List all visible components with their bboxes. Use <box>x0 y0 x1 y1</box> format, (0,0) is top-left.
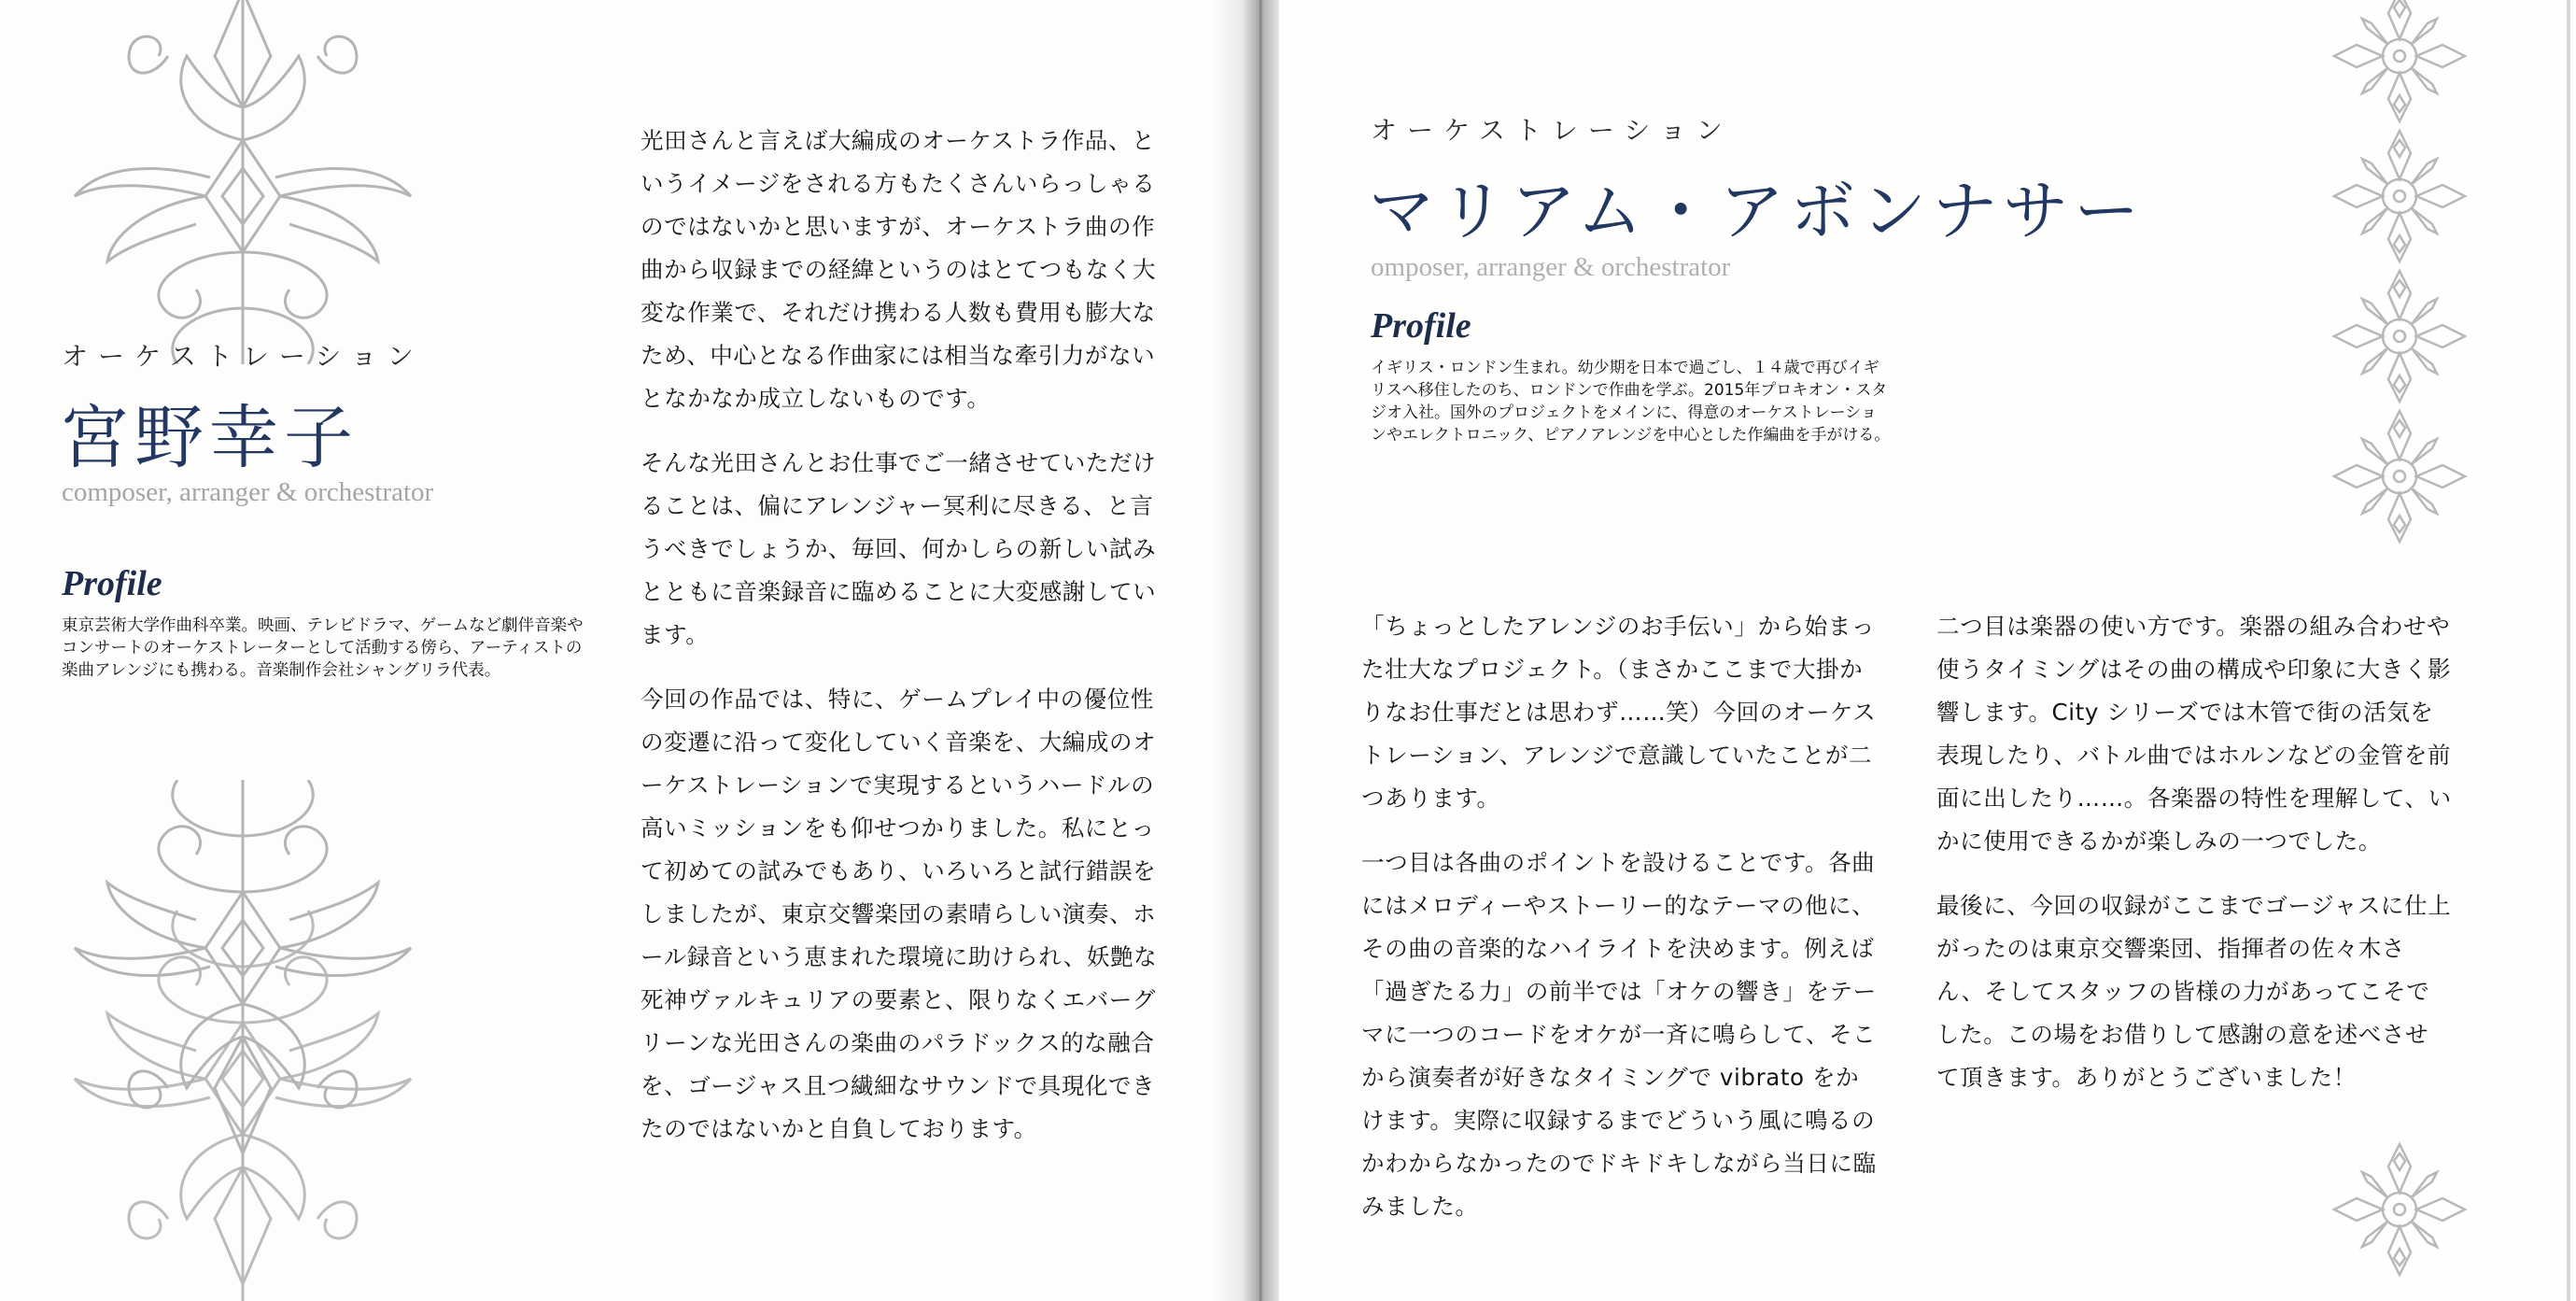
role-label: オーケストレーション <box>62 341 424 372</box>
ornament-bottom-right <box>2320 1135 2479 1301</box>
essay-paragraph: 今回の作品では、特に、ゲームプレイ中の優位性の変遷に沿って変化していく音楽を、大編成のオーケストレーションで実現するというハードルの高いミッションをも仰せつかりました。私にとって初めての試みでもあり、いろいろと試行錯誤をしましたが、東京交響楽団の素晴らしい演奏、ホール録音という恵まれた環境に助けられ、妖艶な死神ヴァルキュリアの要素と、限りなくエバーグリーンな光田さんの楽曲のパラドックス的な融合を、ゴージャス且つ繊細なサウンドで具現化できたのではないかと自負しております。 <box>640 686 1158 1142</box>
essay-body <box>640 120 1171 1172</box>
person-subtitle: composer, arranger & orchestrator <box>62 477 434 507</box>
profile-text: 東京芸術大学作曲科卒業。映画、テレビドラマ、ゲームなど劇伴音楽やコンサートのオーケストレーターとして活動する傍ら、アーティストの楽曲アレンジにも携わる。音楽制作会社シャングリラ代表。 <box>62 616 584 680</box>
profile-text: イギリス・ロンドン生まれ。幼少期を日本で過ごし、１４歳で再びイギリスへ移住したのち、ロンドンで作曲を学ぶ。2015年プロキオン・スタジオ入社。国外のプロジェクトをメインに、得意のオーケストレーションやエレクトロニック、ピアノアレンジを中心とした作編曲を手がける。 <box>1371 359 1891 445</box>
person-name: マリアム・アボンナサー <box>1369 173 2146 249</box>
left-page <box>0 0 1242 1301</box>
essay-paragraph: 一つ目は各曲のポイントを設けることです。各曲にはメロディーやストーリー的なテーマの他に、その曲の音楽的なハイライトを決めます。例えば「過ぎたる力」の前半では「オケの響き」をテーマに一つのコードをオケが一斉に鳴らして、そこから演奏者が好きなタイミングで vibrato をかけます。実際に収録するまでどういう風に鳴るのかわからなかったのでドキドキしながら当日に臨みました。 <box>1361 849 1877 1220</box>
page-edge-line <box>2567 0 2570 1301</box>
role-label: オーケストレーション <box>1371 115 1733 146</box>
essay-paragraph: そんな光田さんとお仕事でご一緒させていただけることは、偏にアレンジャー冥利に尽きる、と言うべきでしょうか、毎回、何かしらの新しい試みとともに音楽録音に臨めることに大変感謝しています。 <box>640 449 1157 648</box>
right-page <box>1279 0 2576 1301</box>
ornament-column-right <box>2320 0 2479 551</box>
ornament-bottom-left <box>56 780 429 1301</box>
essay-paragraph: 光田さんと言えば大編成のオーケストラ作品、というイメージをされる方もたくさんいらっしゃるのではないかと思いますが、オーケストラ曲の作曲から収録までの経緯というのはとてつもなく大変な作業で、それだけ携わる人数も費用も膨大なため、中心となる作曲家には相当な牽引力がないとなかなか成立しないものです。 <box>640 127 1157 412</box>
person-name: 宮野幸子 <box>60 398 359 478</box>
essay-paragraph: 二つ目は楽器の使い方です。楽器の組み合わせや使うタイミングはその曲の構成や印象に大きく影響します。City シリーズでは木管で街の活気を表現したり、バトル曲ではホルンなどの金管を前面に出したり……。各楽器の特性を理解して、いかに使用できるかが楽しみの一つでした。 <box>1936 613 2452 855</box>
ornament-top-left <box>56 0 429 364</box>
essay-column-2 <box>1936 605 2452 1121</box>
essay-column-1 <box>1361 605 1877 1250</box>
essay-paragraph: 最後に、今回の収録がここまでゴージャスに仕上がったのは東京交響楽団、指揮者の佐々木さん、そしてスタッフの皆様の力があってこそでした。この場をお借りして感謝の意を述べさせて頂きます。ありがとうございました！ <box>1936 892 2452 1091</box>
profile-heading: Profile <box>1371 306 1471 346</box>
essay-paragraph: 「ちょっとしたアレンジのお手伝い」から始まった壮大なプロジェクト。（まさかここまで大掛かりなお仕事だとは思わず……笑）今回のオーケストレーション、アレンジで意識していたことが二つあります。 <box>1361 613 1877 812</box>
profile-heading: Profile <box>62 564 162 603</box>
person-subtitle: omposer, arranger & orchestrator <box>1371 252 1731 282</box>
